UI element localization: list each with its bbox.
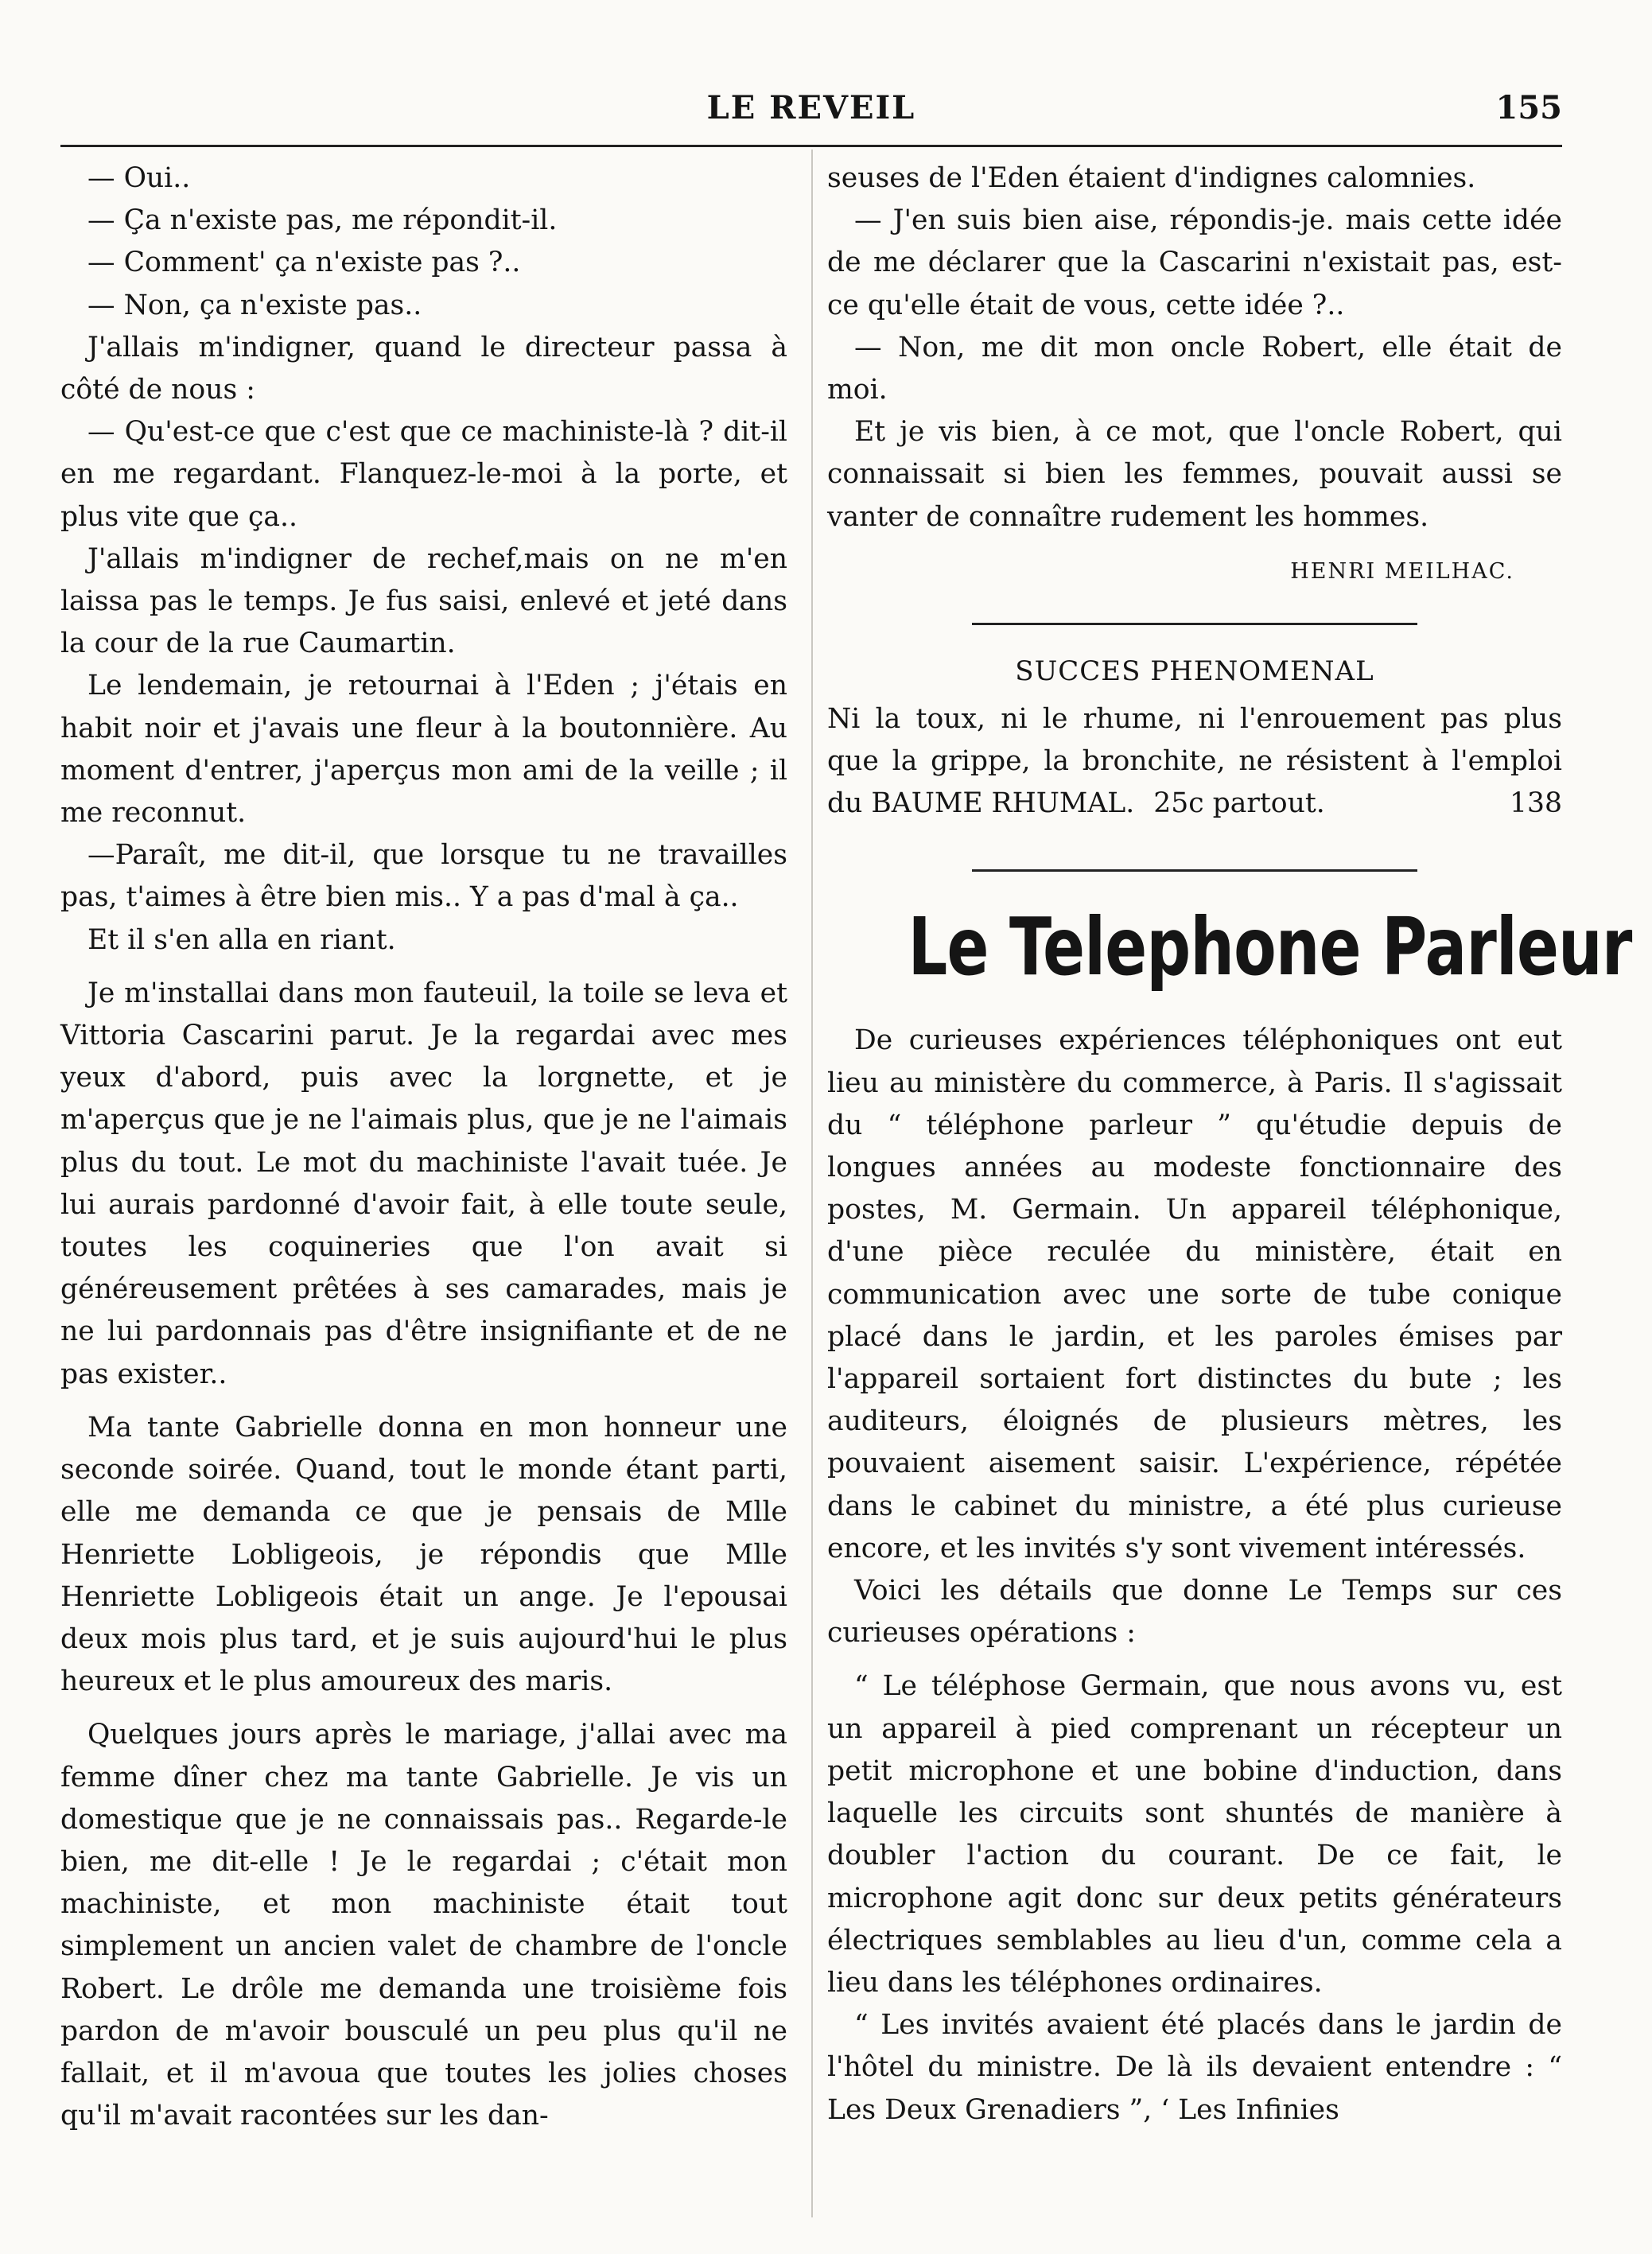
page-header [60, 84, 1562, 134]
paragraph: “ Les invités avaient été placés dans le jardin de l'hôtel du ministre. De là ils devaient entendre : “ Les Deux Grenadiers ”, ‘ Les Infinies [827, 2009, 1562, 2126]
paragraph: Je m'installai dans mon fauteuil, la toile se leva et Vittoria Cascarini parut. Je la regardai avec mes yeux d'abord, puis avec la lorgnette, et je m'aperçus que je ne l'aimais plus, que je ne l'aimais plus du tout. Le mot du machiniste l'avait tuée. Je lui aurais pardonné d'avoir fait, à elle toute seule, toutes les coquineries que l'on avait si généreusement prêtées à ses camarades, mais je ne lui pardonnais pas d'être insignifiante et de ne pas exister.. [60, 977, 787, 1390]
journal-title: LE REVEIL [706, 89, 916, 126]
paragraph: Le lendemain, je retournai à l'Eden ; j'étais en habit noir et j'avais une fleur à la boutonnière. Au moment d'entrer, j'aperçus mon ami de la veille ; il me reconnut. [60, 670, 787, 830]
left-column [60, 157, 787, 2137]
ad-text: Ni la toux, ni le rhume, ni l'enrouement pas plus que la grippe, la bronchite, ne résistent à l'emploi du BAUME RHUMAL. [827, 702, 1562, 820]
paragraph: “ Le téléphose Germain, que nous avons vu, est un appareil à pied comprenant un récepteur un petit microphone et une bobine d'induction, dans laquelle les circuits sont shuntés de manière à doubler l'action du courant. De ce fait, le microphone agit donc sur deux petits générateurs électriques semblables au lieu d'un, comme cela a lieu dans les téléphones ordinaires. [827, 1670, 1562, 1999]
header-rule [60, 145, 1562, 147]
paragraph: — Ça n'existe pas, me répondit-il. [87, 204, 558, 237]
paragraph: —Paraît, me dit-il, que lorsque tu ne travailles pas, t'aimes à être bien mis.. Y a pas d'mal à ça.. [60, 839, 787, 914]
paragraph: — Comment' ça n'existe pas ?.. [87, 247, 521, 279]
paragraph: Et je vis bien, à ce mot, que l'oncle Robert, qui connaissait si bien les femmes, pouvait aussi se vanter de connaître rudement les hommes. [827, 416, 1562, 533]
ad-price: 25c partout. [1153, 787, 1325, 820]
paragraph: — J'en suis bien aise, répondis-je. mais cette idée de me déclarer que la Cascarini n'existait pas, est-ce qu'elle était de vous, cette idée ?.. [827, 204, 1562, 321]
ad-heading: SUCCES PHENOMENAL [1015, 655, 1374, 687]
paragraph: Voici les détails que donne Le Temps sur ces curieuses opérations : [827, 1575, 1562, 1650]
paragraph: Quelques jours après le mariage, j'allai avec ma femme dîner chez ma tante Gabrielle. Je vis un domestique que je ne connaissais pas.. Regarde-le bien, me dit-elle ! Je le regardai ; c'était mon machiniste, et mon machiniste était tout simplement un ancien valet de chambre de l'oncle Robert. Le drôle me demanda une troisième fois pardon de m'avoir bousculé un peu plus qu'il ne fallait, et il m'avoua que toutes les jolies choses qu'il m'avait racontées sur les dan- [60, 1719, 787, 2132]
paragraph: Et il s'en alla en riant. [87, 923, 396, 956]
paragraph: seuses de l'Eden étaient d'indignes calomnies. [827, 162, 1476, 194]
page-number: 155 [1495, 89, 1562, 126]
paragraph: — Oui.. [87, 162, 191, 194]
paragraph: — Qu'est-ce que c'est que ce machiniste-là ? dit-il en me regardant. Flanquez-le-moi à la porte, et plus vite que ça.. [60, 416, 787, 533]
paragraph: — Non, ça n'existe pas.. [87, 289, 422, 321]
section-rule [972, 623, 1417, 625]
ad-reference: 138 [1510, 787, 1562, 820]
article-title: Le Telephone Parleur [908, 900, 1632, 994]
right-column [827, 157, 1632, 2132]
paragraph: De curieuses expériences téléphoniques ont eut lieu au ministère du commerce, à Paris. Il s'agissait du “ téléphone parleur ” qu'étudie depuis de longues années au modeste fonctionnaire des postes, M. Germain. Un appareil téléphonique, d'une pièce reculée du ministère, était en communication avec une sorte de tube conique placé dans le jardin, et les paroles émises par l'appareil sortaient fort distinctes du bute ; les auditeurs, éloignés de plusieurs mètres, les pouvaient aisement saisir. L'expérience, répétée dans le cabinet du ministre, a été plus curieuse encore, et les invités s'y sont vivement intéressés. [827, 1024, 1562, 1564]
advertisement [827, 698, 1562, 826]
paragraph: J'allais m'indigner de rechef,mais on ne m'en laissa pas le temps. Je fus saisi, enlevé et jeté dans la cour de la rue Caumartin. [60, 542, 787, 660]
section-rule [972, 869, 1417, 872]
paragraph: Ma tante Gabrielle donna en mon honneur une seconde soirée. Quand, tout le monde étant parti, elle me demanda ce que je pensais de Mlle Henriette Lobligeois, je répondis que Mlle Henriette Lobligeois était un ange. Je l'epousai deux mois plus tard, et je suis aujourd'hui le plus heureux et le plus amoureux des maris. [60, 1411, 787, 1698]
paragraph: J'allais m'indigner, quand le directeur passa à côté de nous : [60, 331, 787, 406]
column-divider [811, 150, 813, 2217]
article-body [827, 1020, 1562, 2131]
author-signature: HENRI MEILHAC. [1290, 558, 1514, 584]
paragraph: — Non, me dit mon oncle Robert, elle était de moi. [827, 331, 1562, 406]
